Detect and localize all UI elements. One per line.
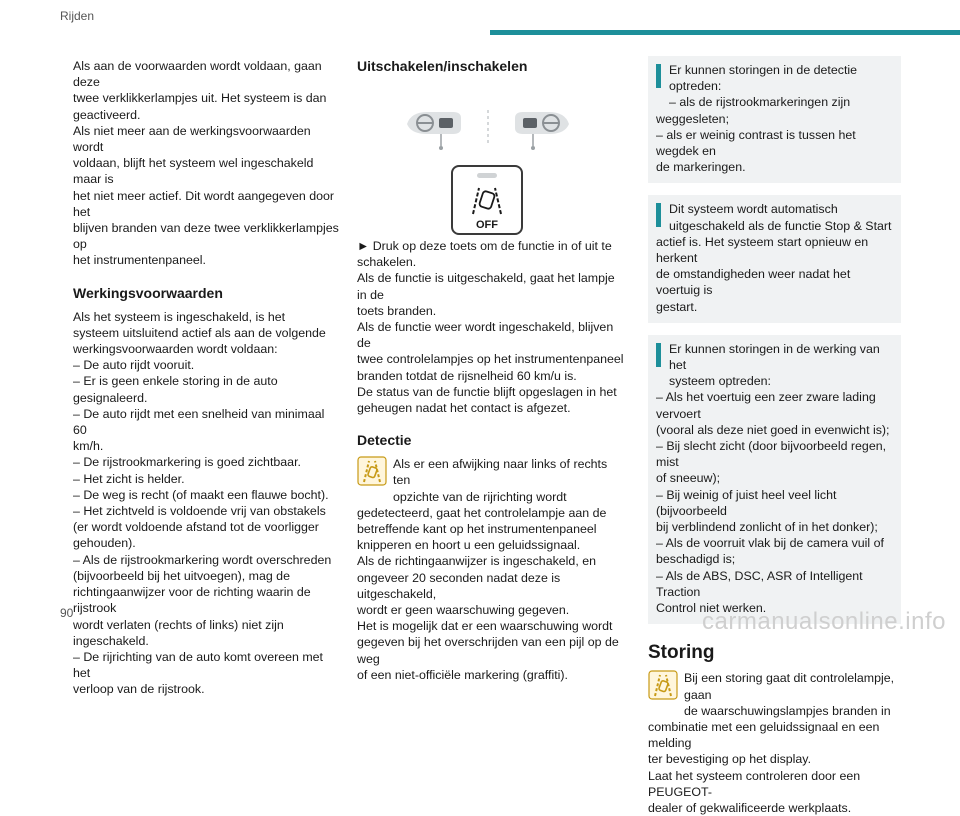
- text-line: Control niet werken.: [656, 601, 767, 616]
- detectie-paragraph: [357, 505, 625, 683]
- heading-detectie: Detectie: [357, 432, 412, 449]
- conditions-paragraph: [73, 309, 341, 698]
- steering-wheel-illustration: [357, 82, 625, 232]
- text-line: – De auto rijdt vooruit.: [73, 358, 195, 373]
- section-label: Rijden: [60, 9, 95, 23]
- column-middle: [357, 58, 625, 683]
- text-line: (bijvoorbeeld bij het uitvoegen), mag de: [73, 568, 290, 583]
- text-line: actief is. Het systeem start opnieuw en herkent: [656, 234, 869, 266]
- text-line: – De auto rijdt met een snelheid van minimaal 60: [73, 406, 325, 438]
- heading-uitschakelen-inschakelen: Uitschakelen/inschakelen: [357, 58, 528, 74]
- note-lead: Er kunnen storingen in de werking van het: [669, 341, 880, 373]
- text-line: – als de rijstrookmarkeringen zijn: [669, 95, 851, 110]
- intro-paragraph: [73, 58, 341, 269]
- text-line: Als niet meer aan de werkingsvoorwaarden wordt: [73, 123, 311, 155]
- note-lead: uitgeschakeld als de functie Stop & Start: [669, 218, 892, 233]
- text-line: combinatie met een geluidssignaal en een melding: [648, 719, 880, 751]
- info-bar-icon: [656, 64, 661, 88]
- note-box-malfunctions: [648, 335, 901, 624]
- text-line: – als er weinig contrast is tussen het wegdek en: [656, 127, 856, 159]
- text-line: het niet meer actief. Dit wordt aangegeven door het: [73, 188, 335, 219]
- text-line: of een niet-officiële markering (graffiti).: [357, 667, 568, 682]
- text-line: schakelen.: [357, 255, 417, 270]
- text-line: het instrumentenpaneel.: [73, 253, 206, 268]
- text-line: bij verblindend zonlicht of in het donker);: [656, 520, 878, 535]
- text-line: Het is mogelijk dat er een waarschuwing wordt: [357, 619, 613, 634]
- text-line: – De rijstrookmarkering is goed zichtbaar.: [73, 455, 301, 470]
- button-illustration: [357, 82, 625, 238]
- text-line: verloop van de rijstrook.: [73, 682, 205, 697]
- text-line: de waarschuwingslampjes branden in: [684, 703, 891, 718]
- detectie-lead: [357, 456, 625, 505]
- text-line: Als de functie weer wordt ingeschakeld, blijven de: [357, 320, 614, 351]
- note-box-stop-start: [648, 195, 901, 322]
- text-line: De status van de functie blijft opgeslagen in het: [357, 384, 617, 399]
- text-line: Als de richtingaanwijzer is ingeschakeld, en: [357, 554, 596, 569]
- text-line: Bij een storing gaat dit controlelampje, gaan: [684, 671, 895, 702]
- text-line: dealer of gekwalificeerde werkplaats.: [648, 800, 852, 815]
- text-line: opzichte van de rijrichting wordt: [393, 489, 567, 504]
- text-line: – Het zichtveld is voldoende vrij van obstakels: [73, 504, 326, 519]
- text-line: gestart.: [656, 299, 698, 314]
- column-left: [73, 58, 341, 698]
- text-line: gedetecteerd, gaat het controlelampje aan de: [357, 505, 607, 520]
- text-line: (er wordt voldoende afstand tot de voorligger: [73, 520, 319, 535]
- text-line: toets branden.: [357, 303, 437, 318]
- text-line: beschadigd is;: [656, 552, 736, 567]
- column-right: [648, 56, 901, 816]
- text-line: geactiveerd.: [73, 107, 141, 122]
- info-bar-icon: [656, 203, 661, 227]
- text-line: – Als de voorruit vlak bij de camera vuil of: [656, 536, 884, 551]
- watermark: carmanualsonline.info: [702, 608, 946, 635]
- text-line: km/h.: [73, 439, 104, 454]
- storing-lead: [648, 670, 901, 719]
- text-line: de markeringen.: [656, 160, 746, 175]
- text-line: wordt verlaten (rechts of links) niet zijn ingeschakeld.: [73, 617, 284, 648]
- off-label: OFF: [476, 219, 498, 231]
- steering-wheel-right-icon: [515, 112, 569, 150]
- text-line: ter bevestiging op het display.: [648, 752, 812, 767]
- text-line: – Als de rijstrookmarkering wordt overschreden: [73, 552, 332, 567]
- text-line: richtingaanwijzer voor de richting waarin de rijstrook: [73, 585, 311, 616]
- text-line: wordt er geen waarschuwing gegeven.: [357, 603, 570, 618]
- text-line: twee verklikkerlampjes uit. Het systeem is dan: [73, 91, 327, 106]
- text-line: Als aan de voorwaarden wordt voldaan, gaan deze: [73, 59, 322, 90]
- heading-storing: Storing: [648, 642, 715, 664]
- text-line: – De weg is recht (of maakt een flauwe bocht).: [73, 487, 329, 502]
- heading-werkingsvoorwaarden: Werkingsvoorwaarden: [73, 284, 223, 301]
- text-line: geheugen nadat het contact is afgezet.: [357, 401, 571, 416]
- text-line: Als er een afwijking naar links of rechts ten: [393, 457, 608, 488]
- text-line: branden totdat de rijsnelheid 60 km/u is.: [357, 368, 577, 383]
- text-line: – Als het voertuig een zeer zware lading vervoert: [656, 390, 876, 421]
- storing-paragraph: [648, 719, 901, 816]
- note-lead: Er kunnen storingen in de detectie optreden:: [669, 63, 858, 94]
- text-line: – De rijrichting van de auto komt overeen met het: [73, 649, 324, 681]
- text-line: (vooral als deze niet goed in evenwicht is);: [656, 422, 890, 437]
- text-line: Als de functie is uitgeschakeld, gaat het lampje in de: [357, 271, 615, 302]
- text-line: – Bij slecht zicht (door bijvoorbeeld regen, mist: [656, 439, 887, 470]
- text-line: ► Druk op deze toets om de functie in of uit te: [357, 239, 612, 253]
- steering-wheel-left-icon: [407, 112, 461, 150]
- instructions-paragraph: [357, 238, 625, 416]
- text-line: – Er is geen enkele storing in de auto gesignaleerd.: [73, 374, 278, 405]
- header-accent-rule: [490, 30, 960, 35]
- lane-departure-warning-icon: [648, 670, 678, 700]
- text-line: of sneeuw);: [656, 471, 721, 486]
- text-line: betreffende kant op het instrumentenpaneel: [357, 522, 597, 537]
- lane-departure-warning-icon: [357, 456, 387, 486]
- text-line: de omstandigheden weer nadat het voertuig is: [656, 267, 851, 298]
- info-bar-icon: [656, 343, 661, 367]
- text-line: gegeven bij het overschrijden van een pijl op de weg: [357, 635, 619, 666]
- note-box-detection: [648, 56, 901, 183]
- text-line: – Het zicht is helder.: [73, 471, 185, 486]
- note-lead: Dit systeem wordt automatisch: [669, 202, 838, 217]
- text-line: – Bij weinig of juist heel veel licht (bijvoorbeeld: [656, 487, 837, 518]
- note-lead: systeem optreden:: [669, 374, 771, 389]
- text-line: systeem uitsluitend actief als aan de volgende: [73, 325, 326, 340]
- text-line: Laat het systeem controleren door een PEUGEOT-: [648, 768, 861, 799]
- text-line: blijven branden van deze twee verklikkerlampjes op: [73, 221, 339, 252]
- text-line: knipperen en hoort u een geluidssignaal.: [357, 538, 581, 553]
- text-line: twee controlelampjes op het instrumentenpaneel: [357, 352, 624, 367]
- page-number: 90: [60, 606, 74, 620]
- text-line: – Als de ABS, DSC, ASR of Intelligent Traction: [656, 568, 863, 599]
- text-line: werkingsvoorwaarden wordt voldaan:: [73, 342, 278, 357]
- text-line: Als het systeem is ingeschakeld, is het: [73, 309, 286, 324]
- text-line: ongeveer 20 seconden nadat deze is uitgeschakeld,: [357, 570, 561, 601]
- text-line: weggesleten;: [656, 111, 730, 126]
- text-line: voldaan, blijft het systeem wel ingeschakeld maar is: [73, 156, 314, 187]
- text-line: gehouden).: [73, 536, 136, 551]
